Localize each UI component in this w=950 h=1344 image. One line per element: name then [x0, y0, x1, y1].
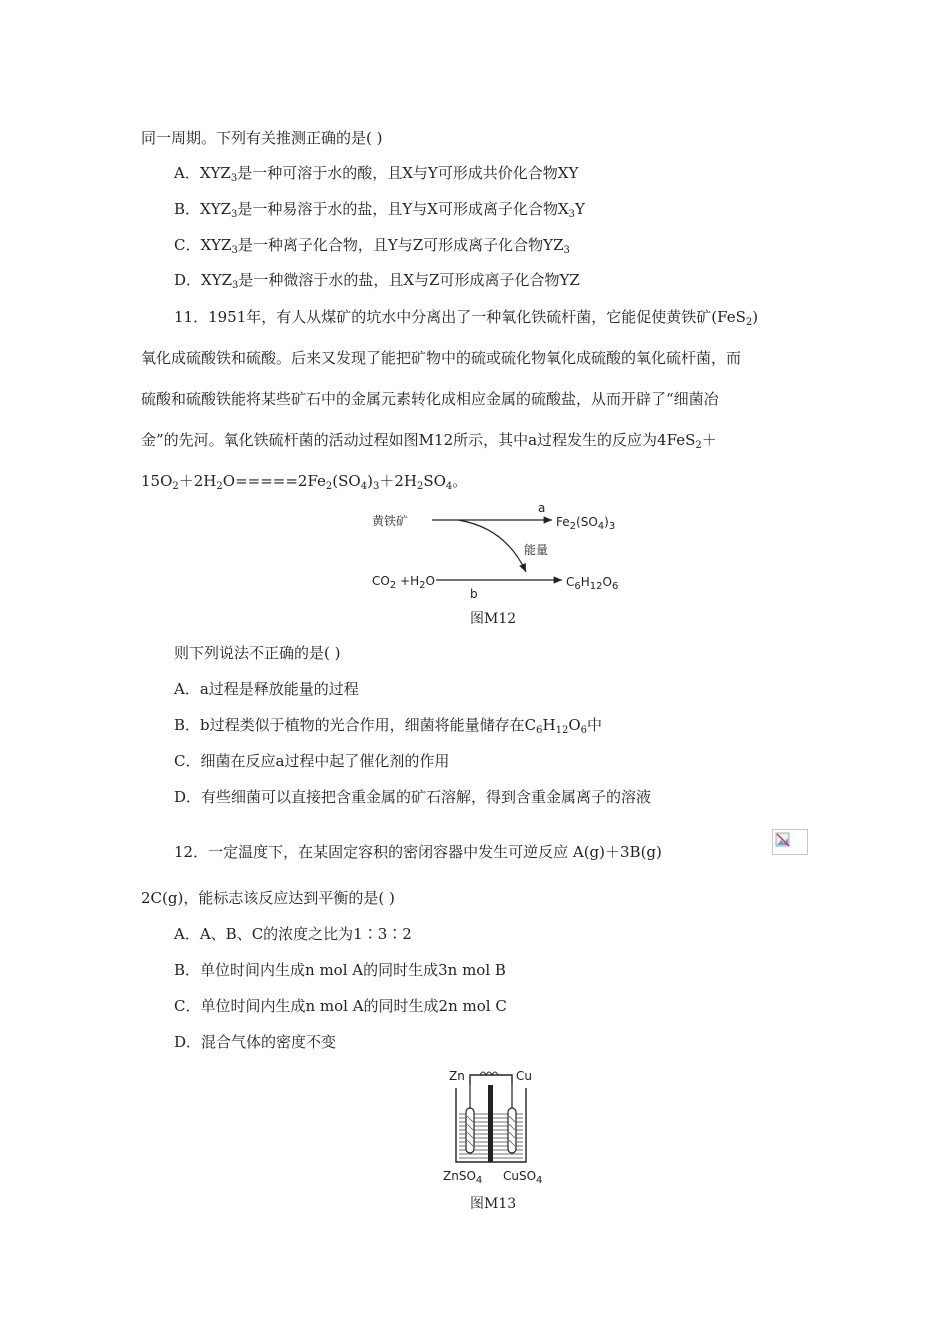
salt-bridge-divider	[488, 1085, 493, 1162]
question-11-line-5: $15O_2+2H_2O=====2Fe_2(SO_4)_3+2H_2SO_4$。	[141, 472, 468, 492]
question-11-ask: 则下列说法不正确的是( )	[174, 644, 341, 662]
question-11-line-3: 硫酸和硫酸铁能将某些矿石中的金属元素转化成相应金属的硫酸盐，从而开辟了“细菌冶	[141, 390, 719, 408]
question-10-option-c: C．$XYZ_3$是一种离子化合物，且Y与Z可形成离子化合物$YZ_3$	[174, 236, 570, 256]
figure-m12-label-a: a	[538, 501, 546, 515]
question-12-option-b: B．单位时间内生成n mol A的同时生成3n mol B	[174, 961, 506, 979]
cuso4-label: CuSO$_4$	[503, 1169, 543, 1186]
cu-label: Cu	[516, 1069, 532, 1083]
figure-m12-product-a: $Fe_2(SO_4)_3$	[556, 515, 616, 532]
question-11-option-a: A．a过程是释放能量的过程	[174, 680, 359, 698]
question-12-option-a: A．A、B、C的浓度之比为1∶3∶2	[174, 925, 412, 943]
figure-m13-caption: 图M13	[470, 1196, 517, 1212]
figure-m12-label-b: b	[470, 587, 478, 601]
question-11-option-c: C．细菌在反应a过程中起了催化剂的作用	[174, 752, 450, 770]
figure-m12-reactants-b: $CO_2 +H_2O$	[372, 574, 435, 591]
wire	[470, 1075, 512, 1085]
question-11-line-4: 金”的先河。氧化铁硫杆菌的活动过程如图M12所示，其中a过程发生的反应为4FeS$_2$＋	[141, 431, 717, 451]
znso4-label: ZnSO$_4$	[443, 1169, 483, 1186]
question-10-option-d: D．$XYZ_3$是一种微溶于水的盐，且X与Z可形成离子化合物YZ	[174, 271, 580, 291]
question-12-line-2: 2C(g)，能标志该反应达到平衡的是( )	[141, 889, 395, 907]
question-12-option-d: D．混合气体的密度不变	[174, 1033, 337, 1051]
question-11-line-2: 氧化成硫酸铁和硫酸。后来又发现了能把矿物中的硫或硫化物氧化成硫酸的氧化硫杆菌，而	[141, 349, 742, 367]
zn-label: Zn	[449, 1069, 465, 1083]
figure-m12-product-b: $C_6H_{12}O_6$	[566, 575, 619, 592]
question-10-option-a: A．$XYZ_3$是一种可溶于水的酸，且X与Y可形成共价化合物XY	[174, 164, 579, 184]
figure-m12-label-energy: 能量	[524, 543, 549, 557]
question-10-option-b: B．$XYZ_3$是一种易溶于水的盐，且Y与X可形成离子化合物$X_3Y$	[174, 200, 585, 220]
zn-electrode	[466, 1108, 474, 1153]
question-11-option-b: B．b过程类似于植物的光合作用，细菌将能量储存在$C_6H_{12}O_6$中	[174, 716, 603, 736]
figure-m12-source: 黄铁矿	[372, 514, 409, 528]
question-10-stem-end: 同一周期。下列有关推测正确的是( )	[141, 129, 383, 147]
question-11-option-d: D．有些细菌可以直接把含重金属的矿石溶解，得到含重金属离子的溶液	[174, 788, 652, 806]
question-12-option-c: C．单位时间内生成n mol A的同时生成2n mol C	[174, 997, 507, 1015]
cu-electrode	[508, 1108, 516, 1153]
figure-m12-caption: 图M12	[470, 611, 517, 627]
question-11-line-1: 11．1951年，有人从煤矿的坑水中分离出了一种氧化铁硫杆菌，它能促使黄铁矿(FeS$_2$)	[174, 308, 759, 328]
question-12-line-1: 12．一定温度下，在某固定容积的密闭容器中发生可逆反应 A(g)＋3B(g)	[174, 843, 662, 861]
